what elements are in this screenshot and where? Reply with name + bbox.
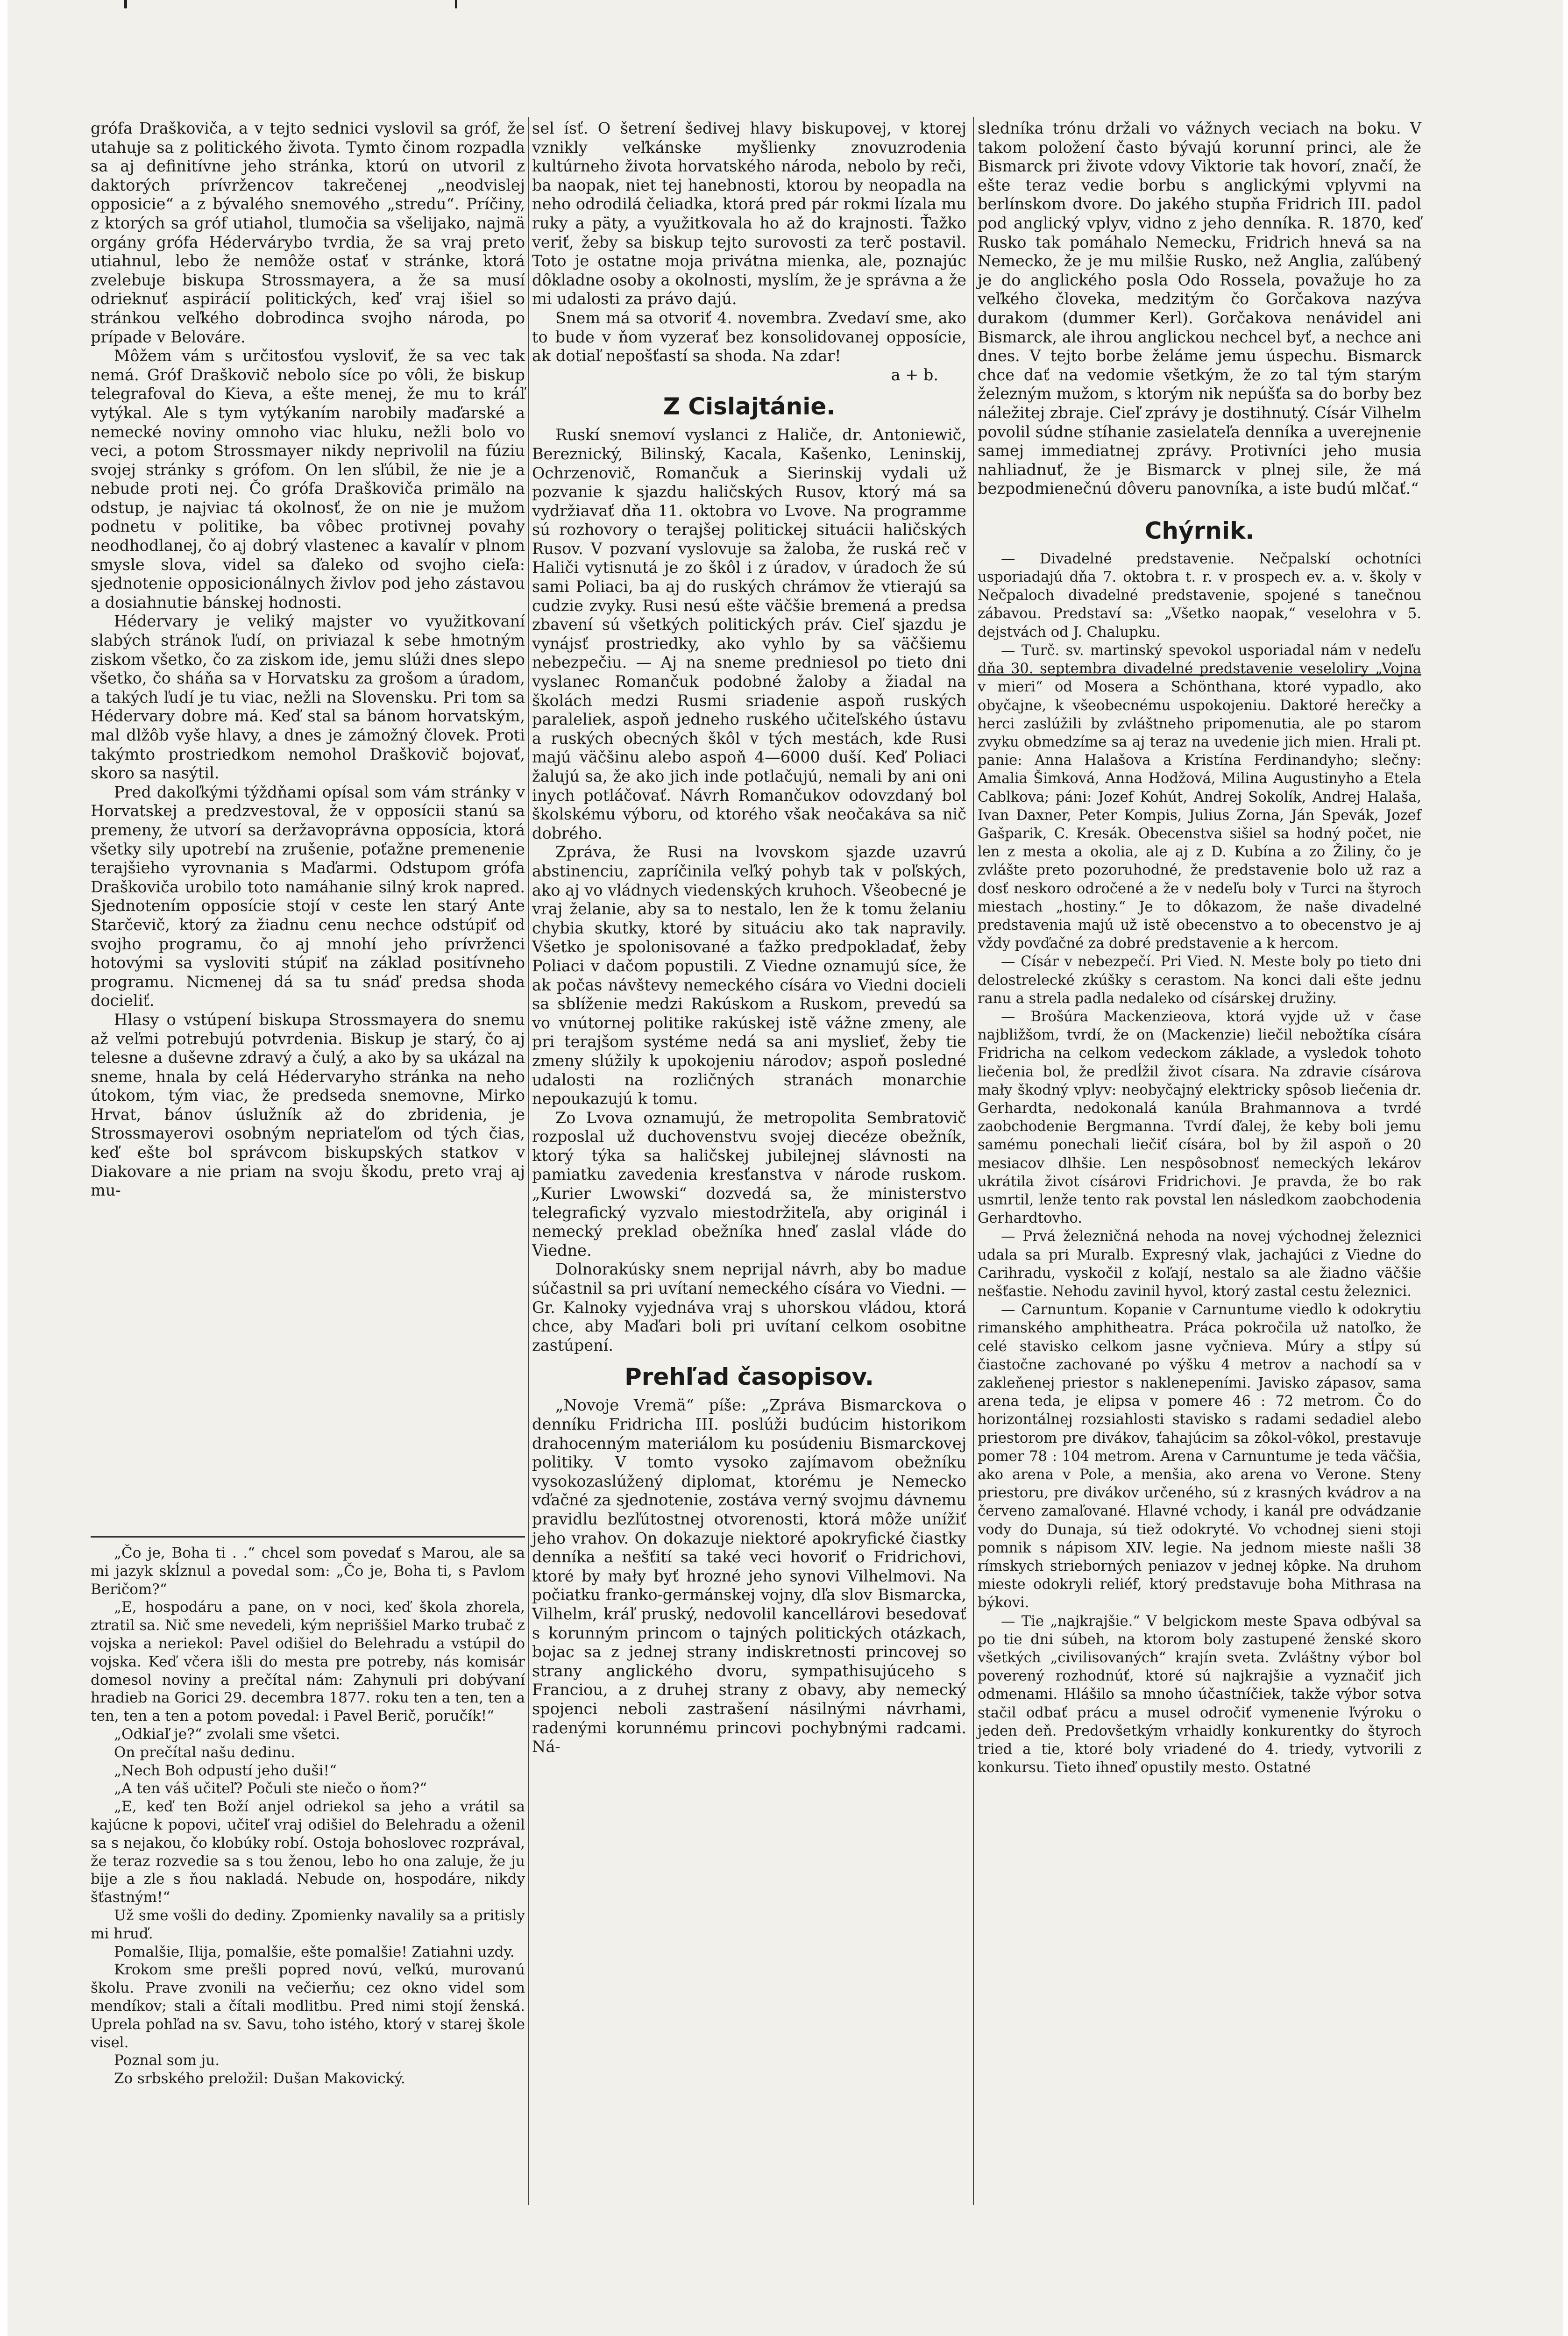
news-item: — Císár v nebezpečí. Pri Vied. N. Meste boly po tieto dni delostrelecké zkúšky s cerastom. Na konci dali ešte jednu ranu a strela padla nedaleko od císárskej družiny. <box>978 954 1421 1007</box>
article-paragraph: Hlasy o vstúpení biskupa Strossmayera do snemu až veľmi potrebujú potvrdenia. Biskup je starý, čo aj telesne a duševne zdravý a čulý, a ako by sa ukázal na sneme, hnala by celá Hédervaryho stránka na neho útokom, tým viac, že predseda snemovne, Mirko Hrvat, bánov úslužník až do zbridenia, je Strossmayerovi osobným nepriateľom od tých čias, keď ešte bol správcom biskupských statkov v Diakovare a nie priam na svoju škodu, preto vraj aj mu- <box>91 1010 525 1200</box>
story-paragraph: „Čo je, Boha ti . .“ chcel som povedať s Marou, ale sa mi jazyk skĺznul a povedal som: „Čo je, Boha ti, s Pavlom Beričom?“ <box>91 1545 525 1598</box>
article-paragraph: Snem má sa otvoriť 4. novembra. Zvedaví sme, ako to bude v ňom vyzerať bez konsolidovanej opposície, ak dotiaľ nepošťastí sa shoda. Na zdar! <box>532 308 966 365</box>
section-heading-cislajtania: Z Cislajtánie. <box>663 393 836 420</box>
author-signature: a + b. <box>891 365 938 384</box>
translator-credit: Zo srbského preložil: Dušan Makovický. <box>114 2070 405 2087</box>
news-item: — Tie „najkrajšie.“ V belgickom meste Spava odbýval sa po tie dni súbeh, na ktorom boly zastupené ženské skoro všetkých „civilisovaných“ krajín sveta. Zvláštny výbor bol poverený rozhodnúť, ktoré sú najkrajšie a vyznačiť jich odmenami. Hlášilo sa mnoho účastníčiek, takže výbor sotva stačil odbať prácu a musel odročiť vymenenie ľvýroku o jeden deň. Predovšetkým vrhaidly konkurentky do štyroch tried a tie, ktoré boly vriadené do 4. triedy, vytvorili z konkursu. Tieto ihneď opustily mesto. Ostatné <box>978 1613 1421 1776</box>
section-rule <box>91 1536 525 1538</box>
news-item: — Brošúra Mackenzieova, ktorá vyjde už v čase najbližšom, tvrdí, že on (Mackenzie) liečil nebožtíka císára Fridricha na celkom vedeckom základe, a vysledok tohoto liečenia bol, že predĺžil život císara. Na zdravie císárova mały škodný vplyv: neobyčajný elektricky spôsob liečenia dr. Gerhardta, nedokonalá kanúla Brahmannova a tvrdé zaobchodenie Bergmanna. Tvrdí ďalej, že keby boli jemu samému ponechali liečiť císára, bol by žil aspoň o 20 mesiacov dlhšie. Len nespôsobnosť nemeckých lekárov ukrátila život císárovi Fridrichovi. Je pravda, že bo rak usmrtil, lenže tento rak povstal len následkom zaobchodenia Gerhardtovho. <box>978 1008 1421 1227</box>
newspaper-page <box>7 0 1563 2336</box>
column-3 <box>978 119 1421 1777</box>
story-paragraph: Už sme vošli do dediny. Zpomienky navalily sa a pritisly mi hruď. <box>91 1907 525 1942</box>
news-item: — Carnuntum. Kopanie v Carnuntume viedlo k odokrytiu rimanského amphitheatra. Práca pokročila už natoľko, že celé stavisko celkom jasne vyčnieva. Múry a stĺpy sú čiastočne zachované po výšku 4 metrov a nachodí sa v zakleňenej priestor s naklenepeními. Javisko zápasov, sama arena teda, je elipsa v pomere 46 : 72 metrom. Čo do horizontálnej rozsiahlosti stavisko s radami sedadiel alebo priestorom pre divákov, ťahajúcim sa zôkol-vôkol, prestavuje pomer 78 : 104 metrom. Arena v Carnuntume je teda väčšia, ako arena v Pole, a menšia, ako arena vo Verone. Steny priestoru, pre divákov určeného, sú z krasných kvádrov a na červeno zamaľované. Hlavné vchody, i kanál pre odvádzanie vody do Dunaja, sú tiež odokryté. Vo vchodnej sieni stoji pomnik s nápisom XIV. legie. Na jednom mieste našli 38 rímskych strieborných peniazov v jednej kôpke. Na druhom mieste odokryli reliéf, ktorý predstavuje boha Mithrasa na býkovi. <box>978 1302 1421 1611</box>
story-paragraph: Pomalšie, Ilija, pomalšie, ešte pomalšie! Zatiahni uzdy. <box>114 1943 515 1960</box>
article-paragraph: Zo Lvova oznamujú, že metropolita Sembratovič rozposlal už duchovenstvu svojej diecéze obežník, ktorý týka sa haličskej jubilejnej slávnosti na pamiatku zavedenia kresťanstva v národe ruskom. „Kurier Lwowski“ dozvedá sa, že ministerstvo telegrafický vyzvalo miestodržiteľa, aby originál i nemecký preklad obežníka hneď zaslal vláde do Viedne. <box>532 1108 966 1260</box>
article-paragraph: sledníka trónu držali vo vážnych veciach na boku. V takom položení často bývajú korunní princi, ale že Bismarck pri živote vdovy Viktorie tak hovorí, značí, že ešte teraz vedie borbu s anglickými vplyvmi na berlínskom dvore. Do jakého stupňa Fridrich III. padol pod anglický vplyv, vidno z jeho denníka. R. 1870, keď Rusko tak pomáhalo Nemecku, Fridrich hnevá sa na Nemecko, že je mu milšie Rusko, než Anglia, zaľúbený je do anglického posla Odo Rossela, považuje ho za veľkého človeka, medzitým čo Gorčakova nazýva durakom (dummer Kerl). Gorčakova nenávidel ani Bismarck, ale ihrou anglickou nechcel byť, a nechce ani dnes. V tejto borbe želáme jemu úspechu. Bismarck chce dať na vedomie všetkým, že zo tal tým starým železným mužom, s ktorým nik nepúšťa sa do borby bez náležitej zbraje. Cieľ zprávy je dostihnutý. Císár Vilhelm povolil súdne stíhanie zasielateľa denníka a uverejnenie samej immediatnej zprávy. Protivníci jeho musia nahliadnuť, že je Bismarck v plnej sile, že má bezpodmienečnú dôveru panovníka, a iste budú mlčať.“ <box>978 119 1421 498</box>
story-paragraph: „E, keď ten Boží anjel odriekol sa jeho a vrátil sa kajúcne k popovi, učiteľ vraj odišiel do Belehradu a oženil sa s nejakou, čo klobúky robí. Ostoja bohoslovec rozprával, že teraz rozvedie sa s tou ženou, lebo ho ona zaluje, že ju bije a zle s ňou nakladá. Nebude on, hospodáre, nikdy šťastným!“ <box>91 1798 525 1906</box>
story-paragraph: On prečítal našu dedinu. <box>114 1744 296 1761</box>
feuilleton-story <box>91 1544 525 2088</box>
story-paragraph: „Nech Boh odpustí jeho duši!“ <box>114 1762 337 1779</box>
article-paragraph: Pred dakoľkými týždňami opísal som vám stránky v Horvatskej a predzvestoval, že v opposícii stanú sa premeny, že utvorí sa deržavoprávna opposícia, ktorá všetky sily upotrebí na zrušenie, poťažne premenenie terajšieho vyrovnania s Maďarmi. Odstupom grófa Draškoviča urobilo toto namáhanie silný krok napred. Sjednotením opposície stojí v ceste len starý Ante Starčevič, ktorý za žiadnu cenu nechce odstúpiť od svojho programu, čo aj mnohí jeho prívrženci hotovými sa vysloviti stúpiť na základ positívneho programu. Nicmenej dá sa tu snáď predsa shoda docieliť. <box>91 783 525 1010</box>
article-paragraph: Zpráva, že Rusi na lvovskom sjazde uzavrú abstinenciu, zapríčinila veľký pohyb tak v poľských, ako aj vo vládnych viedenských kruhoch. Všeobecné je vraj želanie, aby sa to nestalo, len že k tomu želaniu chybia skutky, ktoré by situáciu ako tak napravily. Všetko je spolonisované a ťažko predpokladať, žeby Poliaci v dačom popustili. Z Viedne oznamujú síce, že ak počas návštevy nemeckého císára vo Viedni docieli sa sblíženie medzi Rakúskom a Ruskom, prevedú sa vo vnútornej politike rakúskej istě vážne zmeny, ale pri terajšom systéme nedá sa ani myslieť, žeby tie zmeny slúžily k upokojeniu národov; aspoň posledné udalosti na rozličných stranách monarchie nepoukazujú k tomu. <box>532 843 966 1108</box>
article-paragraph: „Novoje Vremä“ píše: „Zpráva Bismarckova o denníku Fridricha III. poslúži budúcim historikom drahocenným materiálom ku posúdeniu Bismarckovej politiky. V tomto vysoko zajímavom obežníku vysokozaslúžený diplomat, ktorému je Nemecko vďačné za sjednotenie, zostáva verný svojmu dávnemu pravidlu bezľútostnej otvorenosti, ktorá môže unížiť jeho vrahov. On dokazuje niektoré apokryfické čiastky denníka a nešťití sa také veci hovoriť o Fridrichovi, ktoré by mały byť hrozné jeho synovi Vilhelmovi. Na počiatku franko-germánskej vojny, dľa slov Bismarcka, Vilhelm, kráľ pruský, nedovolil kancellárovi besedovať s korunným princom o tajných politických otázkach, bojac sa z jednej strany indiskretnosti princovej so strany anglického dvoru, sympathisujúceho s Franciou, a z druhej strany z obavy, aby nemecký spojenci neboli zastrašení násilnými návrhami, radenými korunnému princovi pochybnými radcami. Ná- <box>532 1396 966 1756</box>
story-paragraph: „Odkiaľ je?“ zvolali sme všetci. <box>114 1725 340 1743</box>
print-mark <box>455 0 457 8</box>
print-mark <box>124 0 127 8</box>
news-item: — Turč. sv. martinský spevokol usporiadal nám v nedeľu dňa 30. septembra divadelné predstavenie veseloliry „Vojna v mieri“ od Mosera a Schönthana, ktoré vypadlo, ako obyčajne, k všeobecnému uspokojeniu. Daktoré herečky a herci zaslúžili by zvláštneho pripomenutia, ale po starom zvyku obmedzíme sa aj teraz na uvedenie jich mien. Hrali pt. panie: Anna Halašova a Kristína Ferdinandyho; slečny: Amalia Šimková, Anna Hodžová, Milina Augustinyho a Etela Cablkova; páni: Jozef Kohút, Andrej Sokolík, Andrej Halaša, Ivan Daxner, Peter Kompis, Julius Zorna, Ján Spevák, Jozef Gašparik, C. Kresák. Obecenstva sišiel sa hodný počet, nie len z mesta a okolia, ale aj z D. Kubína a zo Žiliny, čo je zvlášte preto pozoruhodné, že predstavenie bolo už raz a dosť neskoro odročené a že v nedeľu boly v Turci na štyroch miestach „hostiny.“ Je to dôkazom, že naše divadelné predstavenia majú už istě obecenstvo a to obecenstvo je aj vždy povďačné za dobré predstavenie a k hercom. <box>978 642 1421 952</box>
article-paragraph: Ruskí snemoví vyslanci z Haliče, dr. Antoniewič, Bereznický, Bilinský, Kacala, Kašenko, Leninskij, Ochrzenovič, Romančuk a Sierinskij vydali už pozvanie k sjazdu haličských Rusov, ktorý má sa vydržiavať dňa 11. oktobra vo Lvove. Na programme sú rozhovory o terajšej politickej situácii haličských Rusov. V pozvaní vyslovuje sa žaloba, že ruská reč v Haliči vytisnutá je zo škôl i z úradov, v úradoch že sú sami Poliaci, ba aj do ruských chrámov že vtierajú sa cudzie zvyky. Rusi nesú ešte väčšie bremená a predsa zbavení sú všetkých politických práv. Cieľ sjazdu je vynájsť prostriedky, ako vyhlo by sa väčšiemu nebezpečiu. — Aj na sneme predniesol po tieto dni vyslanec Romančuk podobné žaloby a žiadal na školách medzi Rusmi sriadenie aspoň ruských paraleliek, aspoň jedneho ruského učiteľského ústavu a ruských obecných škôl v tých mestách, kde Rusi majú väčšinu alebo aspoň 4—6000 duší. Keď Poliaci žalujú sa, že ako jich inde potlačujú, nemali by ani oni inych potláčovať. Návrh Romančukov odovzdaný bol školskému výboru, od ktorého však neočakáva sa nič dobrého. <box>532 426 966 842</box>
article-paragraph: sel ísť. O šetrení šedivej hlavy biskupovej, v ktorej vznikly veľkánske myšlienky znovuzrodenia kultúrneho života horvatského národa, nebolo by reči, ba naopak, niet tej hanebnosti, ktorou by neopadla na neho odrodilá čeliadka, ktorá pred pár rokmi lízala mu ruky a päty, a využitkovala ho až do krajnosti. Ťažko veriť, žeby sa biskup tejto surovosti za terč postavil. Toto je ostatne moja privátna mienka, ale, poznajúc dôkladne osoby a okolnosti, myslím, že je správna a že mi udalosti za právo dajú. <box>532 119 966 308</box>
article-paragraph: Hédervary je veliký majster vo využitkovaní slabých stránok ľudí, on priviazal k sebe hmotným ziskom všetko, čo za ziskom ide, jemu slúži dnes slepo všetko, čo sháňa sa v Horvatsku za grošom a úradom, a takých ľudí je tu viac, nežli na Slovensku. Pri tom sa Hédervary dobre má. Keď stal sa bánom horvatským, mal dlžôb vyše hlavy, a dnes je zámožný človek. Proti takýmto prostriedkom nemohol Draškovič bojovať, skoro sa nasýtil. <box>91 612 525 783</box>
section-heading-prehlad: Prehľad časopisov. <box>624 1363 874 1391</box>
story-paragraph: „A ten váš učiteľ? Počuli ste niečo o ňom?“ <box>114 1780 427 1797</box>
article-paragraph: Môžem vám s určitosťou vysloviť, že sa vec tak nemá. Gróf Draškovič nebolo síce po vôli, že biskup telegrafoval do Kieva, a ešte menej, že mu to kráľ vytýkal. Ale s tym vytýkaním narobily maďarské a nemecké noviny omnoho viac hluku, nežli bolo vo veci, a potom Strossmayer nikdy neprivolil na fúziu svojej stránky s grófom. On len sľúbil, že nie je a nebude proti nej. Čo grófa Draškoviča primälo na odstup, je najviac tá okolnosť, že on nie je mužom podnetu v politike, ba vôbec protivnej povahy neodhodlanej, čo aj dobrý vlastenec a kavalír v plnom smysle slova, videl sa ďaleko od svojho cieľa: sjednotenie opposicionálnych živlov pod jeho zástavou a dosiahnutie bánskej hodnosti. <box>91 347 525 612</box>
column-2 <box>532 119 966 1757</box>
article-paragraph: Dolnorakúsky snem neprijal návrh, aby bo madue súčastnil sa pri uvítaní nemeckého císára vo Viedni. — Gr. Kalnoky vyjednáva vraj s uhorskou vládou, ktorá chce, aby Maďari boli pri uvítaní celkom osobitne zastúpení. <box>532 1260 966 1354</box>
section-heading-chyrnik: Chýrnik. <box>1144 517 1255 544</box>
news-item: — Divadelné predstavenie. Nečpalskí ochotníci usporiadajú dňa 7. oktobra t. r. v prospech ev. a. v. školy v Nečpaloch divadelné predstavenie, spojené s tanečnou zábavou. Predstaví sa: „Všetko naopak,“ veselohra v 5. dejstvách od J. Chalupku. <box>978 550 1421 641</box>
story-paragraph: Krokom sme prešli popred novú, veľkú, murovanú školu. Prave zvonili na večierňu; cez okno videl som mendíkov; stali a čítali modlitbu. Pred nimi stojí ženská. Uprela pohľad na sv. Savu, toho istého, ktorý v starej škole visel. <box>91 1961 525 2051</box>
article-paragraph: grófa Draškoviča, a v tejto sednici vyslovil sa gróf, že utahuje sa z politického života. Tymto činom rozpadla sa aj definitívne jeho stránka, ktorú on utvoril z daktorých prívržencov takrečenej „neodvislej opposicie“ a z bývalého snemového „stredu“. Príčiny, z ktorých sa gróf utiahol, tlumočia sa všelijako, najmä orgány grófa Hédervárybo tvrdia, že sa vraj preto utiahnul, lebo že nemôže ostať v stránke, ktorá zvelebuje biskupa Strossmayera, a že sa musí odrieknuť aspirácií politických, keď vraj išiel so stránkou veľkého dobrodinca svojho národa, po prípade v Belováre. <box>91 119 525 346</box>
story-paragraph: Poznal som ju. <box>114 2052 220 2069</box>
column-divider <box>528 117 529 2205</box>
news-item: — Prvá železničná nehoda na novej východnej železnici udala sa pri Muralb. Expresný vlak, jachajúci z Viedne do Carihradu, vyskočil z koľají, nestalo sa ale žiadno väčšie nešťastie. Nehodu zavinil hyvol, ktorý zastal cestu železnici. <box>978 1228 1421 1300</box>
story-paragraph: „E, hospodáru a pane, on v noci, keď škola zhorela, ztratil sa. Nič sme nevedeli, kým nepriššiel Marko trubač z vojska a neriekol: Pavel odišiel do Belehradu a vstúpil do vojska. Keď včera išli do mesta pre potreby, nás komisár domesol noviny a prečítal nám: Zahynuli pri dobývaní hradieb na Gorici 29. decembra 1877. roku ten a ten, ten a ten, ten a ten a potom povedal: i Pavel Berič, poručík!“ <box>91 1599 525 1725</box>
column-1 <box>91 119 525 1200</box>
column-divider <box>973 117 974 2205</box>
